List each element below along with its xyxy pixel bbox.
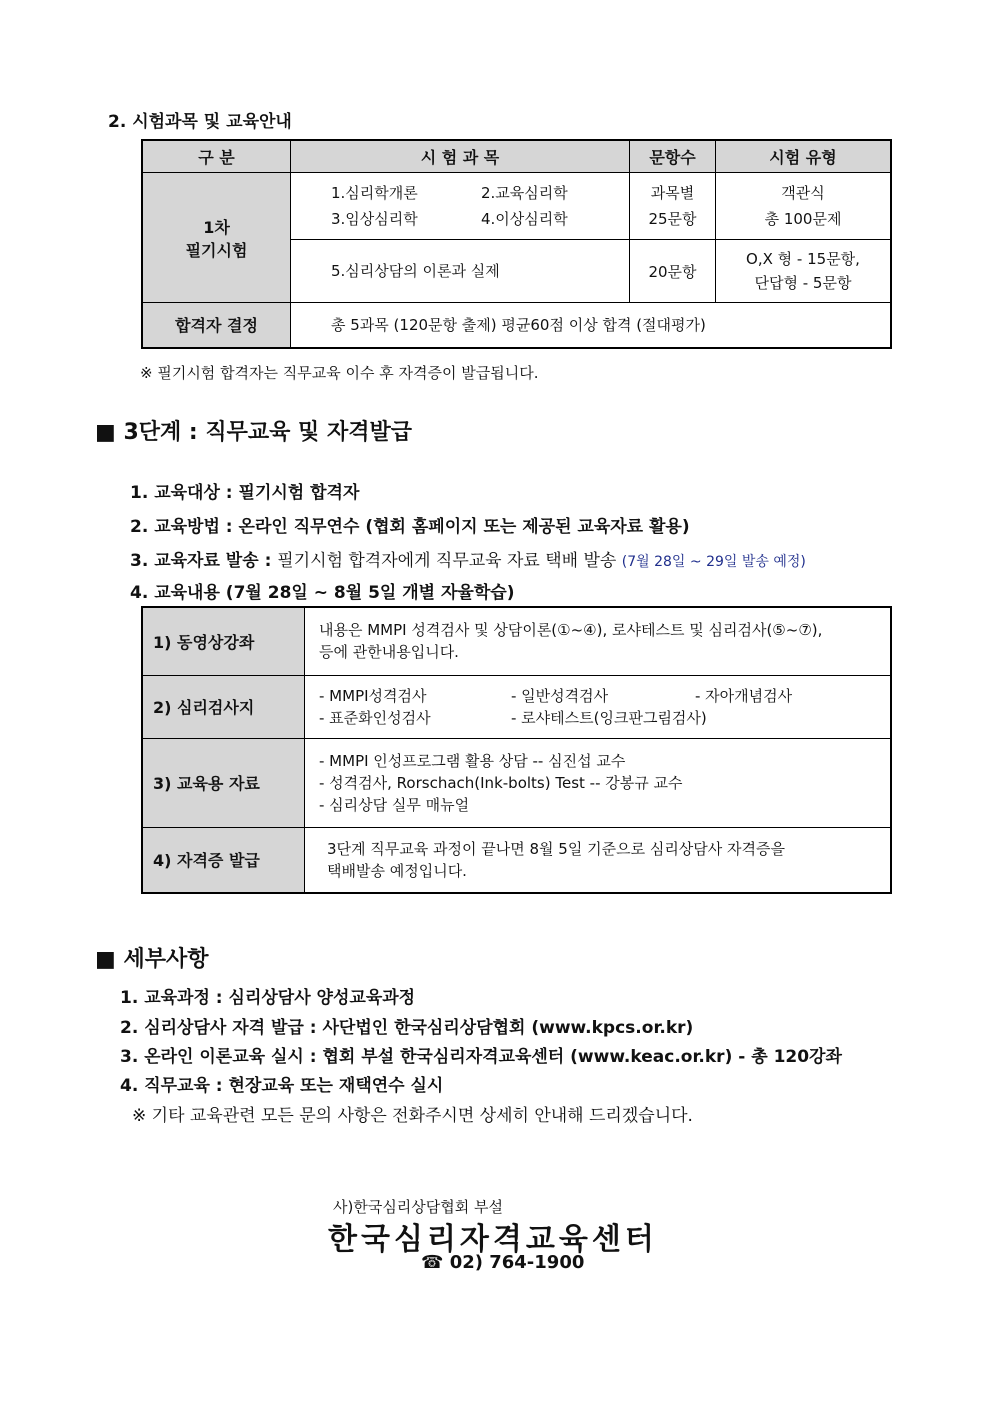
details-heading: ■ 세부사항 [95,947,209,972]
psych-test-item: - MMPI성격검사 [319,686,427,705]
first-exam-label [142,173,291,303]
subject-item: 3.임상심리학 [331,210,418,228]
exam-table [141,139,892,349]
edu-item-3-label: 3. 교육자료 발송 : [130,551,278,571]
content-line: 택배발송 예정입니다. [327,861,467,880]
edu-row-content [305,827,892,893]
type-line: 총 100문제 [764,210,842,228]
edu-item-3-text: 필기시험 합격자에게 직무교육 자료 택배 발송 [277,551,622,571]
psych-test-item: - 표준화인성검사 [319,708,431,727]
section2-note: ※ 필기시험 합격자는 직무교육 이수 후 자격증이 발급됩니다. [140,364,539,382]
content-line: - 성격검사, Rorschach(Ink-bolts) Test -- 강봉규 교수 [319,773,683,792]
footer-center-name: 한국심리자격교육센터 [328,1222,658,1257]
edu-row-label: 1) 동영상강좌 [142,607,305,675]
edu-row-label: 3) 교육용 자료 [142,738,305,827]
pass-label: 합격자 결정 [142,303,291,348]
content-line: - MMPI 인성프로그램 활용 상담 -- 심진섭 교수 [319,751,626,770]
edu-item-1: 1. 교육대상 : 필기시험 합격자 [130,483,360,503]
type-line: O,X 형 - 15문항, [746,250,860,268]
count-line: 25문항 [648,210,697,228]
footer-org: 사)한국심리상담협회 부설 [333,1198,504,1216]
psych-test-item: - 자아개념검사 [695,686,793,705]
detail-item-1: 1. 교육과정 : 심리상담사 양성교육과정 [120,988,416,1008]
edu-item-2: 2. 교육방법 : 온라인 직무연수 (협회 홈페이지 또는 제공된 교육자료 활용) [130,517,690,537]
edu-item-3 [130,546,806,571]
edu-item-4: 4. 교육내용 (7월 28일 ~ 8월 5일 개별 자율학습) [130,583,515,603]
edu-row-label: 4) 자격증 발급 [142,827,305,893]
details-note: ※ 기타 교육관련 모든 문의 사항은 전화주시면 상세히 안내해 드리겠습니다. [132,1106,693,1126]
type-line: 객관식 [781,184,825,202]
content-line: 내용은 MMPI 성격검사 및 상담이론(①~④), 로샤테스트 및 심리검사(⑤~⑦), [319,621,823,640]
type-line: 단답형 - 5문항 [754,274,852,292]
type5-cell [716,240,892,303]
section2-heading: 2. 시험과목 및 교육안내 [108,112,292,132]
edu-row-content [305,607,892,675]
pass-text: 총 5과목 (120문항 출제) 평균60점 이상 합격 (절대평가) [291,303,892,348]
psych-test-line [319,685,876,707]
section3-heading: ■ 3단계 : 직무교육 및 자격발급 [95,420,412,445]
detail-item-4: 4. 직무교육 : 현장교육 또는 재택연수 실시 [120,1076,444,1096]
detail-item-2: 2. 심리상담사 자격 발급 : 사단법인 한국심리상담협회 (www.kpcs.or.kr) [120,1018,694,1038]
header-category: 구 분 [142,140,291,173]
header-count: 문항수 [630,140,716,173]
edu-row-content [305,675,892,738]
count-line: 과목별 [650,184,695,202]
edu-content-table [141,606,892,894]
edu-row-label: 2) 심리검사지 [142,675,305,738]
subject5-cell: 5.심리상담의 이론과 실제 [291,240,630,303]
footer-phone: ☎ 02) 764-1900 [421,1252,585,1273]
header-subjects: 시 험 과 목 [291,140,630,173]
count-cell [630,173,716,240]
content-line: 3단계 직무교육 과정이 끝나면 8월 5일 기준으로 심리상담사 자격증을 [327,839,786,858]
first-exam-label-line2: 필기시험 [185,240,248,260]
subject-item: 2.교육심리학 [481,184,568,202]
edu-item-3-note: (7월 28일 ~ 29일 발송 예정) [621,554,806,570]
subjects-cell [291,173,630,240]
type-cell [716,173,892,240]
content-line: - 심리상담 실무 매뉴얼 [319,795,470,814]
subject-item: 4.이상심리학 [481,210,568,228]
content-line: 등에 관한내용입니다. [319,643,459,662]
header-type: 시험 유형 [716,140,892,173]
count5-cell: 20문항 [630,240,716,303]
subject-item: 1.심리학개론 [331,184,418,202]
detail-item-3: 3. 온라인 이론교육 실시 : 협회 부설 한국심리자격교육센터 (www.keac.or.kr) - 총 120강좌 [120,1047,842,1067]
psych-test-item: - 로샤테스트(잉크판그림검사) [511,708,707,727]
first-exam-label-line1: 1차 [203,217,230,237]
edu-row-content [305,738,892,827]
psych-test-item: - 일반성격검사 [511,686,609,705]
psych-test-line [319,707,876,729]
